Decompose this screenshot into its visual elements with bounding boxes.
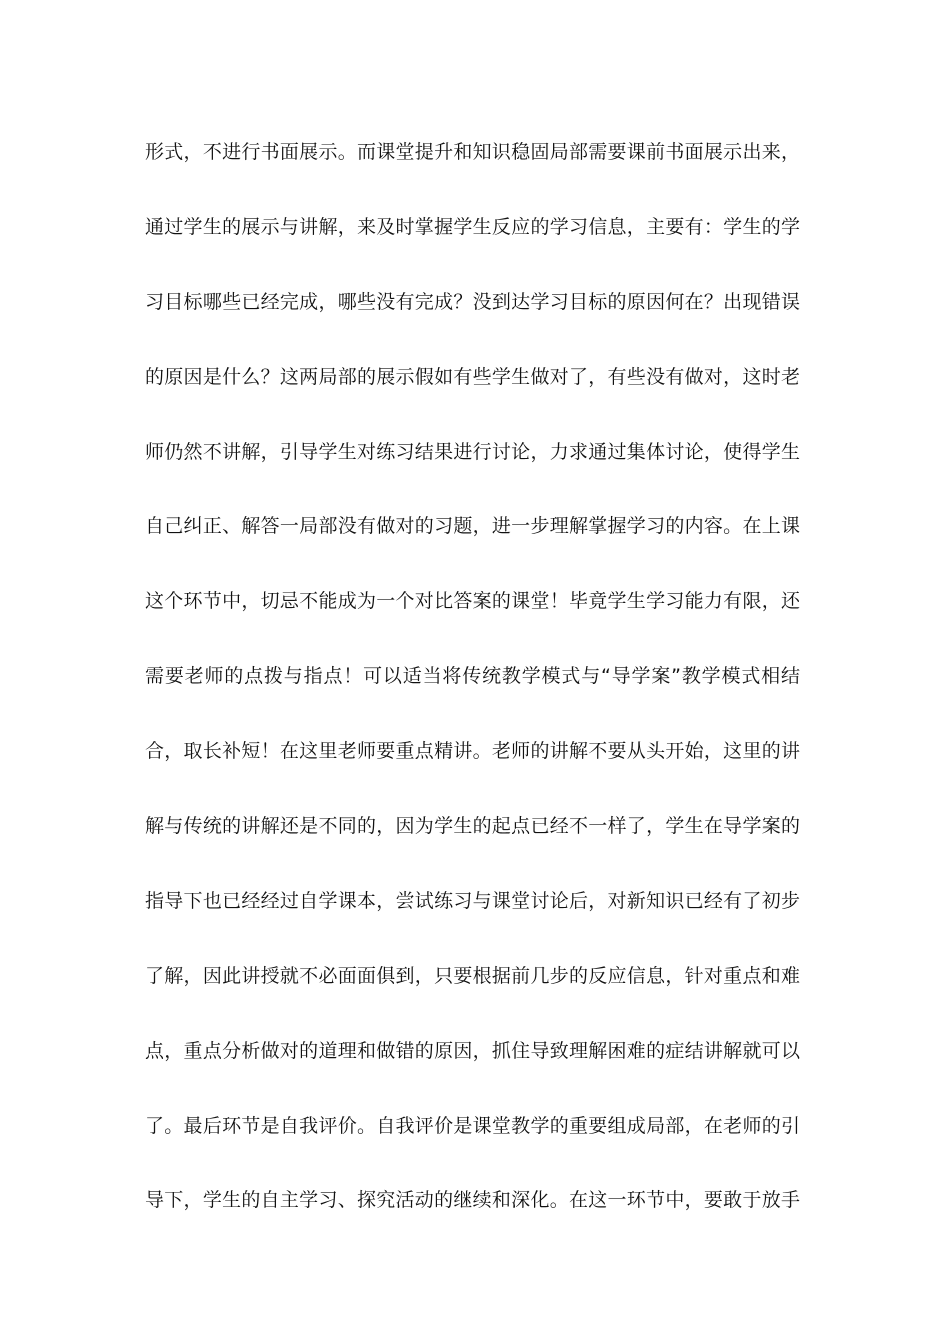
text-line-9: 合，取长补短！在这里老师要重点精讲。老师的讲解不要从头开始，这里的讲 [145, 740, 800, 763]
text-line-2: 通过学生的展示与讲解，来及时掌握学生反应的学习信息，主要有：学生的学 [145, 215, 800, 238]
text-line-12: 了解，因此讲授就不必面面俱到，只要根据前几步的反应信息，针对重点和难 [145, 964, 800, 987]
text-line-7: 这个环节中，切忌不能成为一个对比答案的课堂！毕竟学生学习能力有限，还 [145, 590, 800, 613]
text-line-14: 了。最后环节是自我评价。自我评价是课堂教学的重要组成局部，在老师的引 [145, 1114, 800, 1137]
text-line-4: 的原因是什么？这两局部的展示假如有些学生做对了，有些没有做对，这时老 [145, 365, 800, 388]
text-line-5: 师仍然不讲解，引导学生对练习结果进行讨论，力求通过集体讨论，使得学生 [145, 440, 800, 463]
text-line-3: 习目标哪些已经完成，哪些没有完成？没到达学习目标的原因何在？出现错误 [145, 290, 800, 313]
text-line-8: 需要老师的点拨与指点！可以适当将传统教学模式与“导学案”教学模式相结 [145, 665, 800, 688]
text-line-1: 形式，不进行书面展示。而课堂提升和知识稳固局部需要课前书面展示出来， [145, 141, 800, 163]
text-line-6: 自己纠正、解答一局部没有做对的习题，进一步理解掌握学习的内容。在上课 [145, 515, 800, 538]
text-line-10: 解与传统的讲解还是不同的，因为学生的起点已经不一样了，学生在导学案的 [145, 815, 800, 838]
text-line-15: 导下，学生的自主学习、探究活动的继续和深化。在这一环节中，要敢于放手 [145, 1189, 800, 1212]
text-line-11: 指导下也已经经过自学课本，尝试练习与课堂讨论后，对新知识已经有了初步 [145, 889, 800, 912]
text-line-13: 点，重点分析做对的道理和做错的原因，抓住导致理解困难的症结讲解就可以 [145, 1039, 800, 1062]
body-text [145, 132, 800, 1255]
